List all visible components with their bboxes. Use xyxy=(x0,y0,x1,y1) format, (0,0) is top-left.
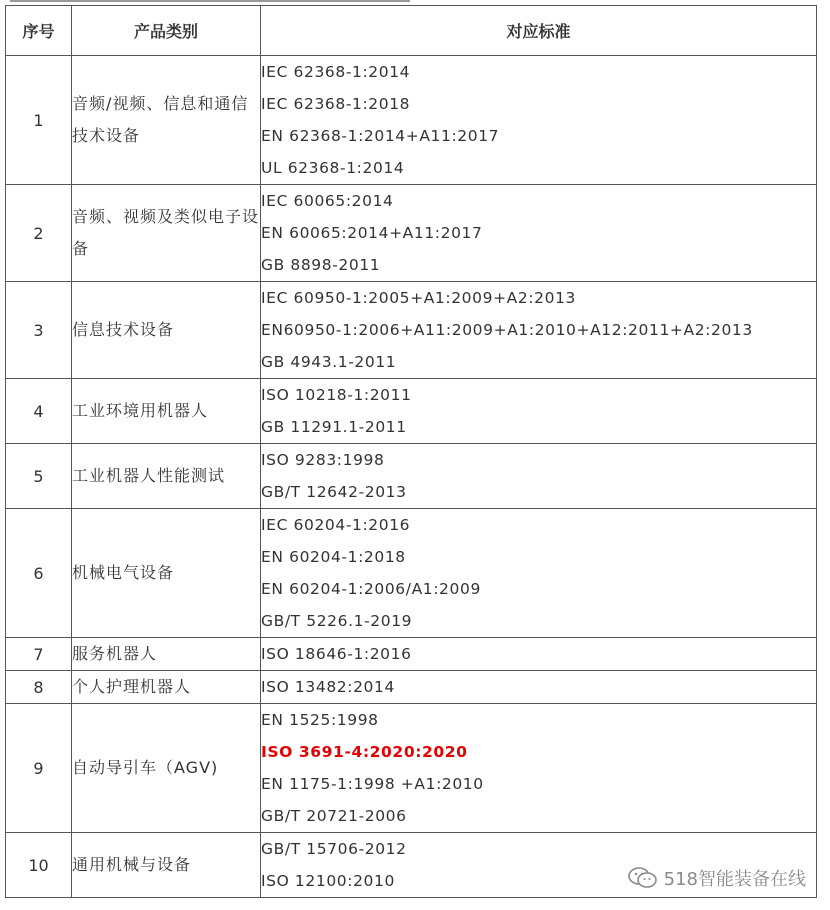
row-number: 1 xyxy=(6,56,72,185)
standard-item: UL 62368-1:2014 xyxy=(261,159,405,177)
standard-item: EN 62368-1:2014+A11:2017 xyxy=(261,127,500,145)
row-number: 9 xyxy=(6,704,72,833)
standard-item: IEC 62368-1:2018 xyxy=(261,95,411,113)
row-number: 3 xyxy=(6,282,72,379)
watermark xyxy=(628,865,806,891)
table-row xyxy=(6,509,817,638)
standards-cell xyxy=(261,671,817,704)
watermark-text: 518智能装备在线 xyxy=(663,869,806,890)
table-row xyxy=(6,282,817,379)
product-category: 信息技术设备 xyxy=(72,282,261,379)
row-number: 2 xyxy=(6,185,72,282)
standards-cell xyxy=(261,282,817,379)
standard-item: ISO 10218-1:2011 xyxy=(261,386,412,404)
standard-item: GB 4943.1-2011 xyxy=(261,353,397,371)
standard-item: ISO 12100:2010 xyxy=(261,872,395,890)
product-category: 机械电气设备 xyxy=(72,509,261,638)
standard-item: ISO 18646-1:2016 xyxy=(261,645,412,663)
table-row xyxy=(6,379,817,444)
row-number: 6 xyxy=(6,509,72,638)
standard-item: GB/T 20721-2006 xyxy=(261,807,407,825)
row-number: 5 xyxy=(6,444,72,509)
table-row xyxy=(6,638,817,671)
standard-item: ISO 3691-4:2020:2020 xyxy=(261,743,468,761)
standards-table xyxy=(5,5,817,898)
standard-item: GB/T 15706-2012 xyxy=(261,840,407,858)
standard-item: IEC 60950-1:2005+A1:2009+A2:2013 xyxy=(261,289,576,307)
table-row xyxy=(6,444,817,509)
header-standard: 对应标准 xyxy=(261,6,817,56)
row-number: 10 xyxy=(6,833,72,898)
row-number: 4 xyxy=(6,379,72,444)
standard-item: GB 8898-2011 xyxy=(261,256,381,274)
product-category: 音频、视频及类似电子设备 xyxy=(72,185,261,282)
standard-item: IEC 60204-1:2016 xyxy=(261,516,411,534)
standard-item: ISO 13482:2014 xyxy=(261,678,395,696)
table-row xyxy=(6,185,817,282)
row-number: 7 xyxy=(6,638,72,671)
product-category: 通用机械与设备 xyxy=(72,833,261,898)
standards-cell xyxy=(261,444,817,509)
header-row xyxy=(6,6,817,56)
standard-item: EN60950-1:2006+A11:2009+A1:2010+A12:2011+A2:2013 xyxy=(261,321,753,339)
row-number: 8 xyxy=(6,671,72,704)
standard-item: IEC 60065:2014 xyxy=(261,192,394,210)
product-category: 服务机器人 xyxy=(72,638,261,671)
product-category: 工业机器人性能测试 xyxy=(72,444,261,509)
standard-item: EN 1175-1:1998 +A1:2010 xyxy=(261,775,484,793)
header-category: 产品类别 xyxy=(72,6,261,56)
table-row xyxy=(6,671,817,704)
standards-cell xyxy=(261,638,817,671)
product-category: 音频/视频、信息和通信技术设备 xyxy=(72,56,261,185)
product-category: 工业环境用机器人 xyxy=(72,379,261,444)
standard-item: EN 60204-1:2018 xyxy=(261,548,406,566)
standard-item: IEC 62368-1:2014 xyxy=(261,63,411,81)
product-category: 自动导引车（AGV) xyxy=(72,704,261,833)
product-category: 个人护理机器人 xyxy=(72,671,261,704)
standards-cell xyxy=(261,185,817,282)
standards-cell xyxy=(261,509,817,638)
standard-item: ISO 9283:1998 xyxy=(261,451,385,469)
table-row xyxy=(6,704,817,833)
standard-item: GB/T 5226.1-2019 xyxy=(261,612,413,630)
standard-item: EN 60204-1:2006/A1:2009 xyxy=(261,580,481,598)
table-body xyxy=(6,56,817,898)
standard-item: EN 60065:2014+A11:2017 xyxy=(261,224,483,242)
wechat-icon xyxy=(628,867,658,889)
header-num: 序号 xyxy=(6,6,72,56)
standard-item: GB/T 12642-2013 xyxy=(261,483,407,501)
standard-item: EN 1525:1998 xyxy=(261,711,379,729)
table-row xyxy=(6,56,817,185)
standards-cell xyxy=(261,379,817,444)
standards-cell xyxy=(261,704,817,833)
standard-item: GB 11291.1-2011 xyxy=(261,418,407,436)
standards-cell xyxy=(261,56,817,185)
